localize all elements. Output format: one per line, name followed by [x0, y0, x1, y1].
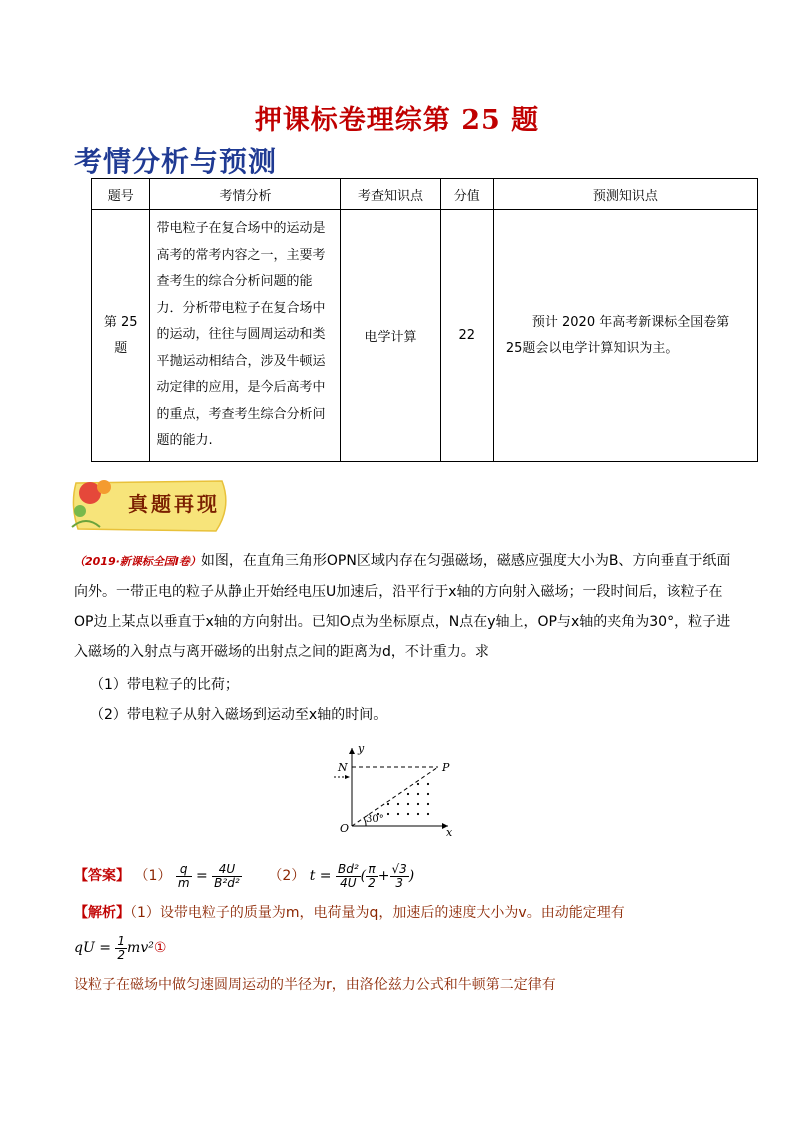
eq1-rhs: mv² — [127, 940, 154, 956]
cell-knowledge: 电学计算 — [341, 210, 440, 462]
field-dot — [397, 803, 399, 805]
field-dot — [397, 813, 399, 815]
analysis-table — [91, 178, 758, 462]
frac-num: q — [176, 863, 192, 877]
answer-label: 【答案】 — [74, 868, 130, 884]
frac-den: 2 — [117, 947, 126, 962]
answer-part2-index: （2） — [268, 868, 306, 884]
answer-part2-coef — [336, 863, 361, 890]
label-y: y — [358, 742, 365, 755]
frac-num: 4U — [212, 863, 241, 877]
field-dot — [427, 783, 429, 785]
field-dot — [427, 813, 429, 815]
eq1-tag: ① — [153, 940, 167, 956]
page-title: 押课标卷理综第 25 题 — [254, 105, 540, 136]
frac-den: 3 — [395, 875, 403, 890]
field-dot — [387, 813, 389, 815]
field-dot — [427, 803, 429, 805]
field-dot — [407, 793, 409, 795]
answer-line: 【答案】 （1） $\frac{q}{m}$ = $\frac{4U}{\text{B²d²}}$ （2） t = $\frac{\text{Bd²}}{4U}$ ( $\frac{\pi}{2}$ + $\frac{√3}{3}$ ) — [74, 861, 415, 890]
frac-num: √3 — [391, 861, 407, 876]
field-dot — [417, 813, 419, 815]
field-dots — [377, 783, 429, 815]
answer-part2-t: t = — [309, 868, 332, 884]
equation-1 — [74, 930, 734, 966]
eq1-lhs: qU = — [74, 940, 111, 956]
analysis-text-1: （1）设带电粒子的质量为m，电荷量为q，加速后的速度大小为v。由动能定理有 — [130, 905, 625, 921]
label-p: P — [442, 761, 450, 774]
frac-den: 4U — [340, 875, 357, 890]
frac-num: Bd² — [338, 861, 359, 876]
header-prediction: 预测知识点 — [493, 179, 757, 210]
label-angle: 30° — [366, 814, 384, 825]
section-title: 考情分析与预测 — [74, 145, 278, 178]
frac-den: m — [177, 875, 190, 890]
answer-part1-rhs — [212, 863, 241, 890]
header-qnum: 题号 — [92, 179, 150, 210]
field-dot — [387, 803, 389, 805]
eq1-half — [115, 935, 127, 962]
field-dot — [417, 803, 419, 805]
header-analysis: 考情分析 — [150, 179, 341, 210]
problem-body: 如图，在直角三角形OPN区域内存在匀强磁场，磁感应强度大小为B、方向垂直于纸面向外。一带正电的粒子从静止开始经电压U加速后，沿平行于x轴的方向射入磁场；一段时间后，该粒子在OP边上某点以垂直于x轴的方向射出。已知O点为坐标原点，N点在y轴上，OP与x轴的夹角为30°，粒子进入磁场的入射点与离开磁场的出射点之间的距离为d，不计重力。求 — [74, 553, 731, 660]
answer-part2-pi — [366, 863, 378, 890]
field-dot — [417, 783, 419, 785]
frac-num: π — [366, 863, 378, 877]
question-2: （2）带电粒子从射入磁场到运动至x轴的时间。 — [90, 707, 388, 723]
header-score: 分值 — [440, 179, 493, 210]
answer-part2-plus: + — [377, 868, 390, 884]
label-o: O — [340, 822, 350, 835]
analysis-line-2: 设粒子在磁场中做匀速圆周运动的半径为r，由洛伦兹力公式和牛顿第二定律有 — [74, 977, 556, 993]
frac-den: 2 — [368, 875, 376, 890]
label-n: N — [338, 761, 348, 774]
answer-part1-lhs — [176, 863, 192, 890]
question-1: （1）带电粒子的比荷； — [90, 677, 239, 693]
problem-source: （2019·新课标全国Ⅰ卷） — [74, 555, 201, 568]
physics-figure — [330, 740, 460, 836]
field-dot — [417, 793, 419, 795]
banner-label: 真题再现 — [128, 492, 220, 516]
cell-prediction: 预计 2020 年高考新课标全国卷第 25题会以电学计算知识为主。 — [493, 210, 757, 462]
analysis-line-1 — [74, 898, 734, 928]
answer-part1-index: （1） — [134, 868, 172, 884]
analysis-label: 【解析】 — [74, 905, 130, 921]
frac-num: 1 — [117, 933, 126, 948]
frac-den: B²d² — [214, 875, 240, 890]
header-knowledge: 考查知识点 — [341, 179, 440, 210]
field-dot — [407, 813, 409, 815]
cell-analysis: 带电粒子在复合场中的运动是高考的常考内容之一，主要考查考生的综合分析问题的能力．分析带电粒子在复合场中的运动，往往与圆周运动和类平抛运动相结合，涉及牛顿运动定律的应用，是今后高考中的重点，考查考生综合分析问题的能力. — [150, 210, 341, 462]
field-dot — [427, 793, 429, 795]
answer-part2-sqrt — [390, 863, 409, 890]
label-x: x — [446, 826, 453, 836]
table-header-row — [92, 179, 758, 210]
field-dot — [407, 803, 409, 805]
table-row — [92, 210, 758, 462]
cell-qnum: 第 25 题 — [92, 210, 150, 462]
cell-score: 22 — [440, 210, 493, 462]
problem-text — [74, 546, 734, 667]
